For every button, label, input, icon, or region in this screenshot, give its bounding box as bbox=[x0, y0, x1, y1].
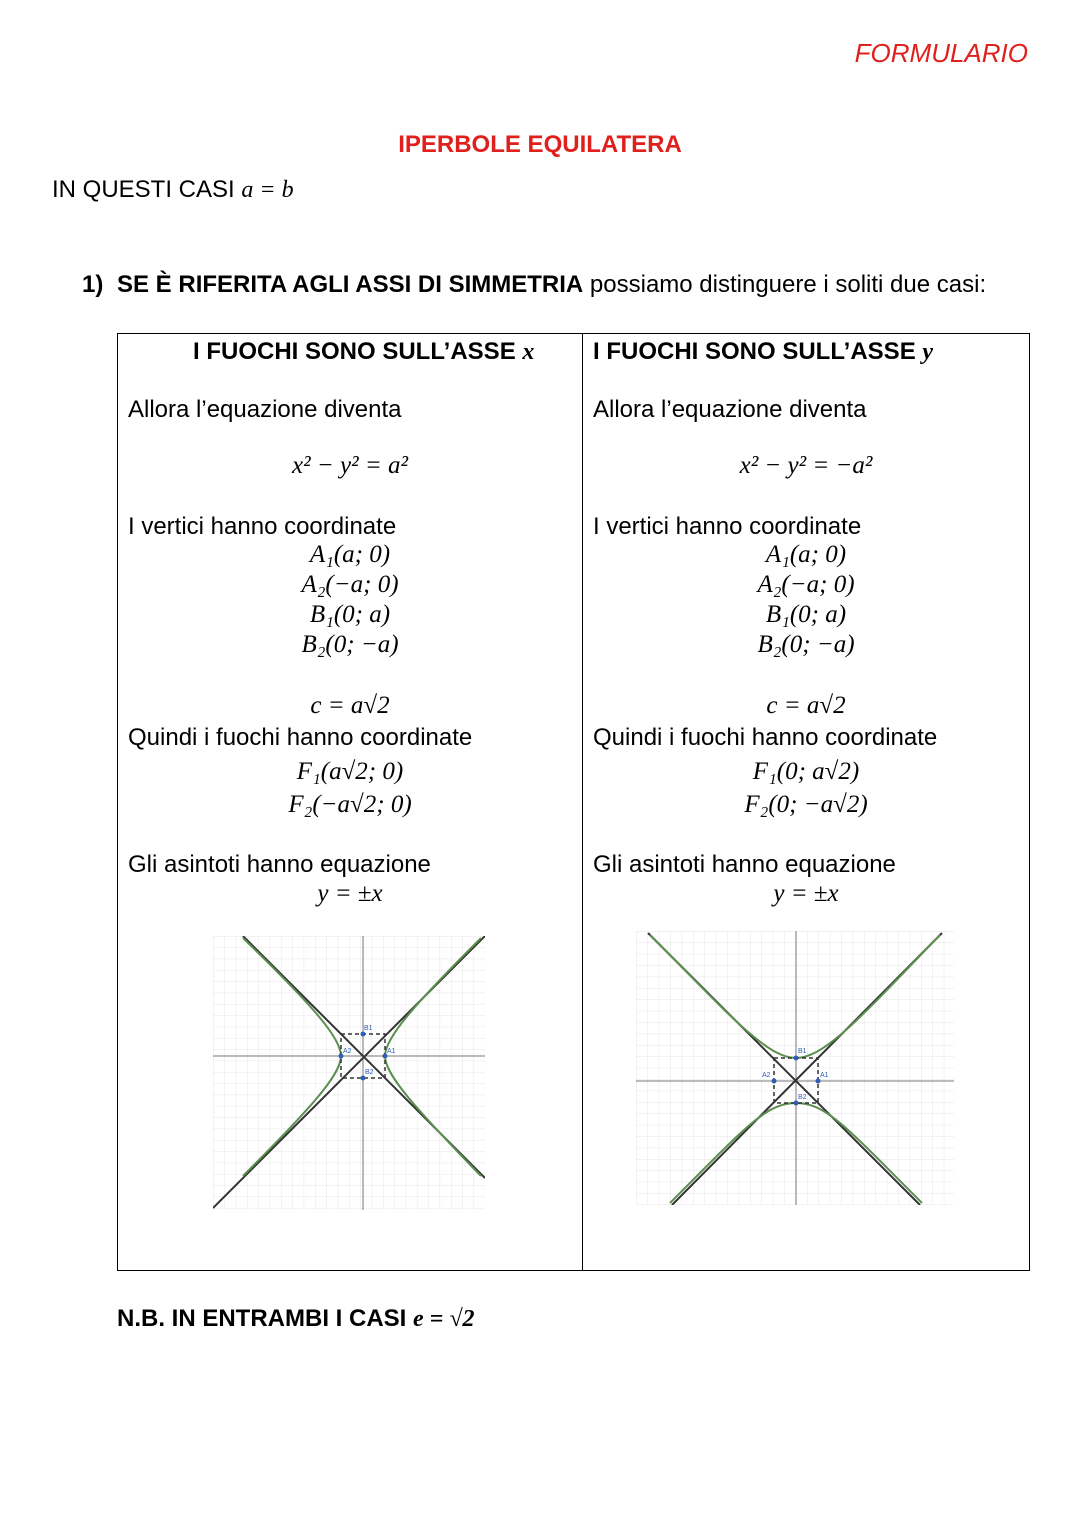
case-y-asym-label: Gli asintoti hanno equazione bbox=[593, 851, 896, 878]
case-y-heading: I FUOCHI SONO SULL’ASSE y bbox=[593, 338, 934, 365]
case-x-vertices-label: I vertici hanno coordinate bbox=[128, 513, 397, 540]
cases-table bbox=[117, 333, 1030, 1271]
case-y-focus: F₂(0; −a√2) bbox=[744, 791, 868, 818]
case-x-heading: I FUOCHI SONO SULL’ASSE x bbox=[193, 338, 535, 365]
grid bbox=[636, 931, 954, 1205]
case-x-vertex: A₂(−a; 0) bbox=[301, 571, 399, 598]
graph-label: A2 bbox=[762, 1072, 771, 1079]
case-x-asymptotes: y = ±x bbox=[317, 880, 383, 907]
case-x-focus: F₂(−a√2; 0) bbox=[288, 791, 412, 818]
note-text: N.B. IN ENTRAMBI I CASI bbox=[117, 1305, 407, 1332]
intro-line bbox=[52, 176, 294, 204]
case-y-vertex: A₁(a; 0) bbox=[765, 541, 847, 568]
section-number: 1) bbox=[82, 271, 104, 298]
case-y-vertex: B₂(0; −a) bbox=[757, 631, 855, 658]
note-formula: e = √2 bbox=[413, 1306, 475, 1332]
case-y-eq-label: Allora l’equazione diventa bbox=[593, 396, 867, 423]
graph-label: A1 bbox=[820, 1072, 829, 1079]
case-x-equation: x² − y² = a² bbox=[292, 452, 408, 479]
case-y-heading-var: y bbox=[922, 339, 934, 365]
case-x-c-formula: c = a√2 bbox=[310, 692, 390, 719]
case-x-vertex: A₁(a; 0) bbox=[309, 541, 391, 568]
case-y-vertex: B₁(0; a) bbox=[765, 601, 847, 628]
page-title: IPERBOLE EQUILATERA bbox=[398, 131, 682, 158]
case-y-vertex: A₂(−a; 0) bbox=[757, 571, 855, 598]
intro-formula: a = b bbox=[241, 177, 294, 203]
vertex-point bbox=[772, 1079, 777, 1084]
note-line bbox=[117, 1305, 475, 1333]
case-y-focus: F₁(0; a√2) bbox=[752, 758, 860, 785]
case-x-cell bbox=[118, 334, 583, 1271]
vertex-point bbox=[794, 1056, 799, 1061]
case-y-cell bbox=[583, 334, 1030, 1271]
graph-label: B2 bbox=[798, 1094, 807, 1101]
vertex-point bbox=[361, 1032, 366, 1037]
page-header-label: FORMULARIO bbox=[854, 38, 1028, 68]
graph-label: B1 bbox=[798, 1048, 807, 1055]
case-y-c-formula: c = a√2 bbox=[766, 692, 846, 719]
vertex-point bbox=[816, 1079, 821, 1084]
graph-label: A1 bbox=[387, 1048, 396, 1055]
case-x-eq-label: Allora l’equazione diventa bbox=[128, 396, 402, 423]
case-x-foci-label: Quindi i fuochi hanno coordinate bbox=[128, 724, 473, 751]
vertex-point bbox=[794, 1101, 799, 1106]
case-y-graph bbox=[636, 931, 954, 1205]
case-x-vertex: B₁(0; a) bbox=[309, 601, 391, 628]
case-x-vertex: B₂(0; −a) bbox=[301, 631, 399, 658]
case-y-foci-label: Quindi i fuochi hanno coordinate bbox=[593, 724, 938, 751]
graph-label: A2 bbox=[343, 1048, 352, 1055]
vertex-point bbox=[361, 1076, 366, 1081]
intro-text: IN QUESTI CASI bbox=[52, 176, 235, 203]
graph-label: B1 bbox=[364, 1025, 373, 1032]
case-y-asymptotes: y = ±x bbox=[773, 880, 839, 907]
case-y-vertices-label: I vertici hanno coordinate bbox=[593, 513, 862, 540]
case-x-heading-var: x bbox=[522, 339, 535, 365]
section-bold-text: SE È RIFERITA AGLI ASSI DI SIMMETRIA bbox=[117, 271, 584, 298]
case-x-focus: F₁(a√2; 0) bbox=[296, 758, 404, 785]
graph-label: B2 bbox=[365, 1069, 374, 1076]
section-rest-text: possiamo distinguere i soliti due casi: bbox=[583, 271, 987, 298]
case-y-equation: x² − y² = −a² bbox=[739, 452, 873, 479]
section-text bbox=[117, 271, 1017, 299]
case-x-asym-label: Gli asintoti hanno equazione bbox=[128, 851, 431, 878]
case-x-graph bbox=[213, 936, 485, 1210]
